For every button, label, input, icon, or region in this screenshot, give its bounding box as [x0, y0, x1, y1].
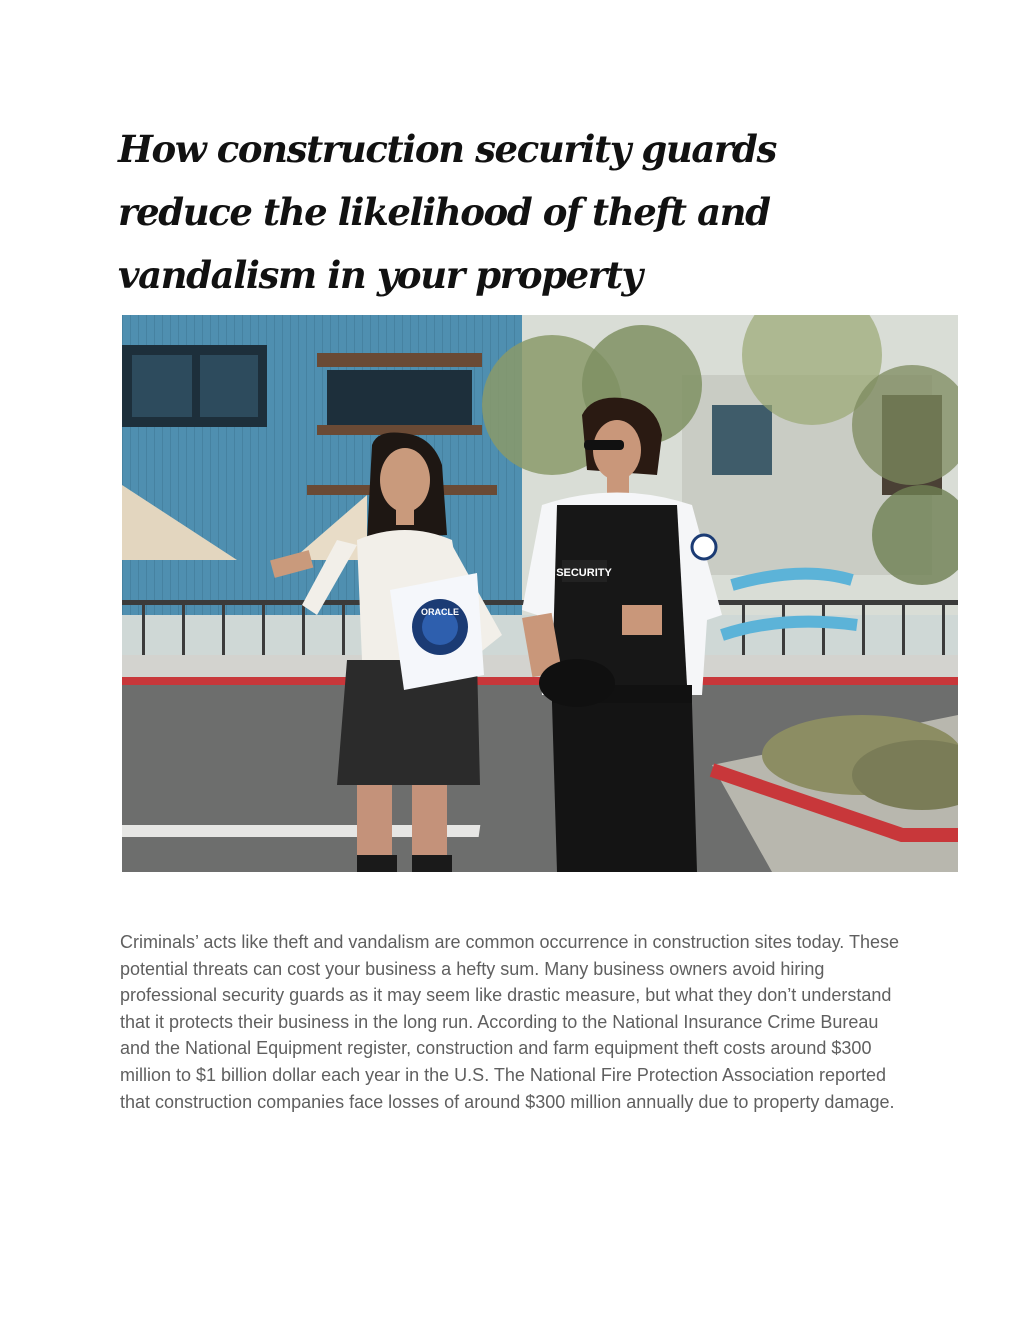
article-title: How construction security guards reduce the likelihood of theft and vandalism in your property [118, 127, 776, 297]
hero-photo [122, 315, 958, 872]
folder-logo-text: ORACLE [421, 607, 459, 617]
article-paragraph: Criminals’ acts like theft and vandalism are common occurrence in construction sites today. These potential threats can cost your business a hefty sum. Many business owners avoid hiring professional security guards as it may seem like drastic measure, but what they don’t understand that it protects their business in the long run. According to the National Insurance Crime Bureau and the National Equipment register, construction and farm equipment theft costs around $300 million to $1 billion dollar each year in the U.S. The National Fire Protection Association reported that construction companies face losses of around $300 million annually due to property damage. [120, 932, 900, 1112]
guard-badge-text: SECURITY [556, 567, 612, 579]
hero-photo-illustration [122, 315, 958, 872]
